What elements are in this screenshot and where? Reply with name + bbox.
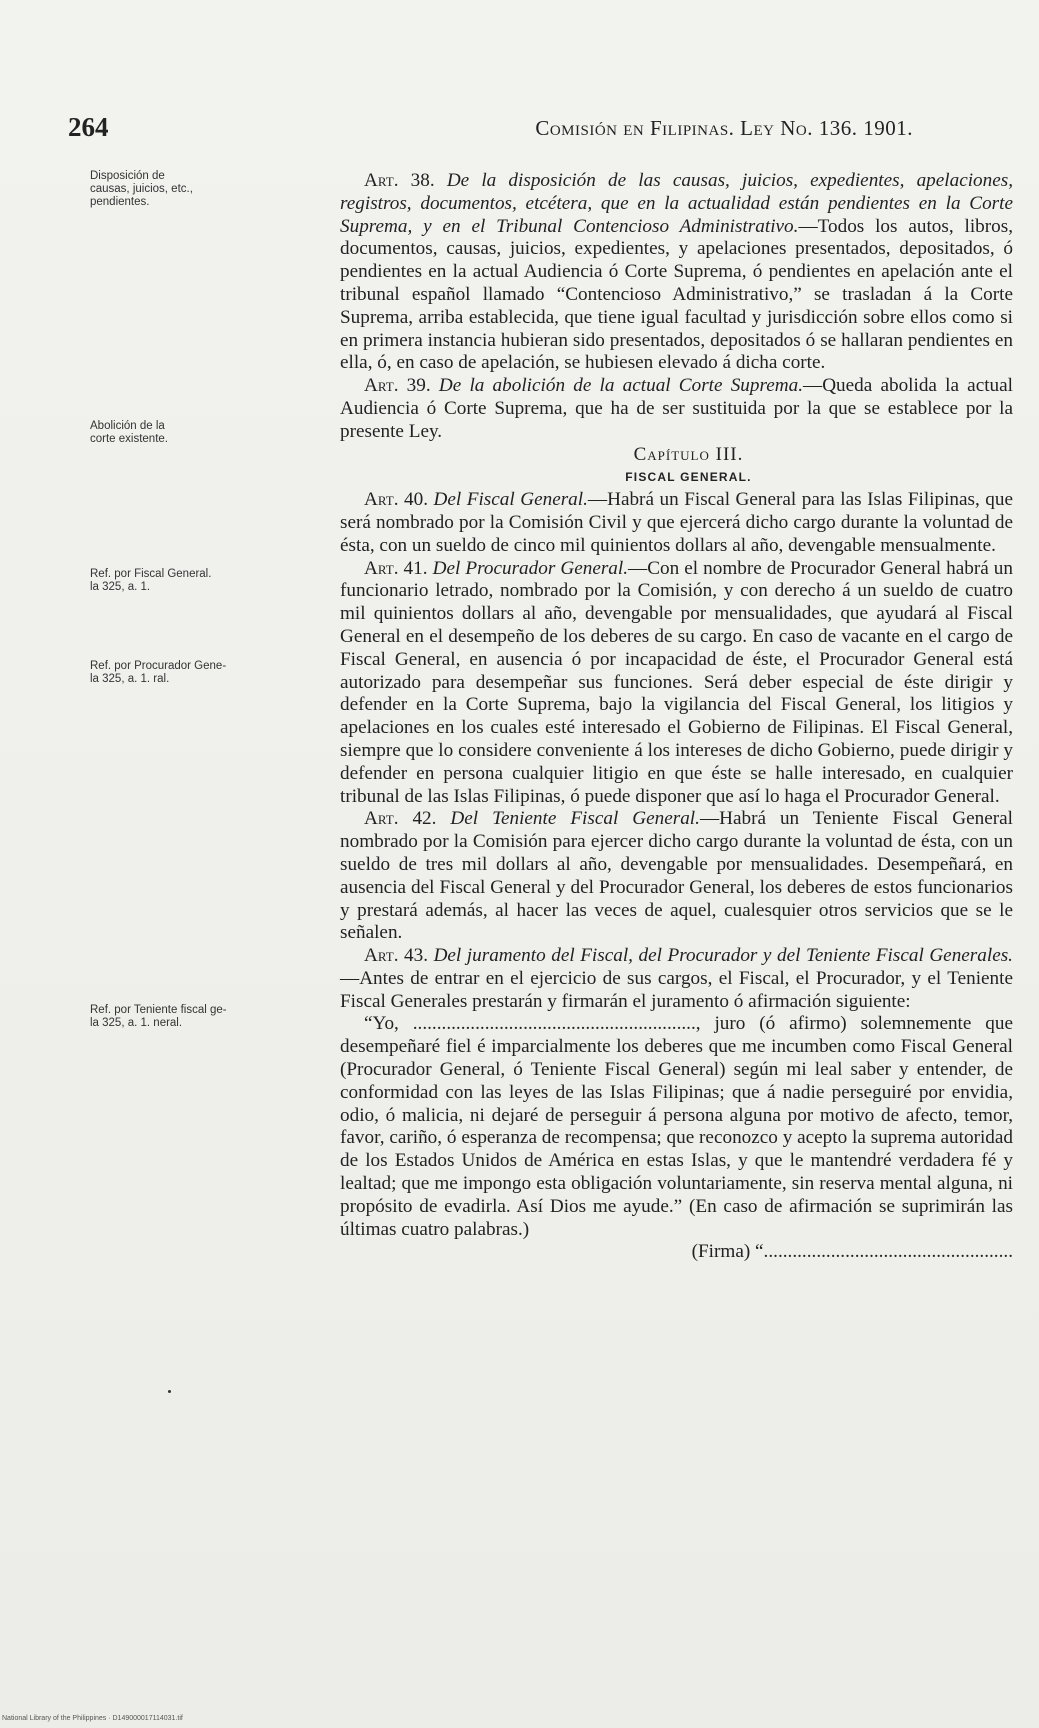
margin-note-procurador-general: Ref. por Procurador Gene- la 325, a. 1. ral. [90,660,227,685]
article-39 [340,375,1013,443]
article-41 [340,558,1013,809]
chapter-subtitle: FISCAL GENERAL. [625,470,752,485]
article-title: Del Teniente Fiscal General. [450,808,700,830]
article-number: Art. 41. [364,557,428,579]
oath-text: “Yo, ..........................................................., juro (ó afirmo) solemnemente que desempeñaré fiel é imparcialmente los deberes que me incumben como Fiscal General (Procurador General, ó Teniente Fiscal General) según mi leal saber y entender, de conformidad con las leyes de las Islas Filipinas; que á nadie perseguiré por envidia, odio, ó malicia, ni dejaré de perseguir á persona alguna por motivo de afecto, temor, favor, cariño, ó esperanza de recompensa; que reconozco y acepto la suprema autoridad de los Estados Unidos de América en estas Islas, y que le mantendré verdadera fé y lealtad; que me impongo esta obligación voluntariamente, sin reserva mental alguna, ni propósito de evadirla. Así Dios me ayude.” (En caso de afirmación se suprimirán las últimas cuatro palabras.) [340,1013,1013,1240]
margin-note-abolicion: Abolición de la corte existente. [90,420,168,445]
article-40 [340,489,1013,557]
article-title: De la disposición de las causas, juicios, expedientes, apelaciones, registros, documentos, etcétera, que en la actualidad están pendientes en la Corte Suprema, y en el Tribunal Contencioso Administrativo. [340,170,1014,237]
article-42 [340,808,1013,945]
article-body: —Con el nombre de Procurador General habrá un funcionario letrado, nombrado por la Comisión, y con derecho á un sueldo de cuatro mil quinientos dollars al año, devengable por mensualidades, que ayudará al Fiscal General en el desempeño de los deberes de su cargo. En caso de vacante en el cargo de Fiscal General, en ausencia ó por incapacidad de éste, el Procurador General está autorizado para desempeñar sus funciones. Será deber especial de éste dirigir y defender en la Corte Suprema, bajo la vigilancia del Fiscal General, los litigios y apelaciones en los cuales esté interesado el Gobierno de Filipinas. El Fiscal General, siempre que lo considere conveniente á los intereses de dicho Gobierno, puede dirigir y defender en persona cualquier litigio en que éste se halle interesado, en cualquier tribunal de las Islas Filipinas, ó puede disponer que así lo haga el Procurador General. [340,557,1013,807]
margin-note-fiscal-general: Ref. por Fiscal General. la 325, a. 1. [90,568,212,593]
article-38 [340,170,1013,375]
article-number: Art. 43. [364,945,429,967]
article-title: Del juramento del Fiscal, del Procurador y del Teniente Fiscal Generales. [433,945,1013,967]
article-body: —Queda abolida la actual Audiencia ó Corte Suprema, que ha de ser sustituida por la que se establece por la presente Ley. [340,375,1013,442]
chapter-heading: Capítulo III. [633,443,744,465]
article-number: Art. 39. [364,375,431,397]
article-body: —Todos los autos, libros, documentos, causas, juicios, expedientes, y apelaciones presentados, depositados, ó pendientes en la actual Audiencia ó Corte Suprema, ó pendientes en apelación ante el tribunal español llamado “Contencioso Administrativo,” se trasladan á la Corte Suprema, arriba establecida, que tiene igual facultad y jurisdicción sobre ellos como si en primera instancia hubieran sido presentados, depositados ó se hallaran pendientes en ella, ó, en caso de apelación, se hubiesen elevado á dicha corte. [340,215,1013,374]
article-body: —Habrá un Teniente Fiscal General nombrado por la Comisión para ejercer dicho cargo durante la voluntad de ésta, con un sueldo de tres mil dollars al año, devengable por mensualidades. Desempeñará, en ausencia del Fiscal General y del Procurador General, los deberes de estos funcionarios y prestará además, al hacer las veces de aquel, cualesquier otros servicios que se le señalen. [340,808,1014,944]
running-head: Comisión en Filipinas. Ley No. 136. 1901. [535,116,913,140]
margin-note-disposicion: Disposición de causas, juicios, etc., pendientes. [90,170,193,208]
page-header [68,112,913,152]
article-body: —Habrá un Fiscal General para las Islas Filipinas, que será nombrado por la Comisión Civil y que ejercerá dicho cargo durante la voluntad de ésta, con un sueldo de cinco mil quinientos dollars al año, devengable mensualmente. [340,489,1014,556]
scan-credit: National Library of the Philippines · D149000017114031.tif [2,1715,183,1722]
signature-line: (Firma) “.................................................... [691,1241,1013,1263]
main-text [340,170,1013,1264]
margin-note-teniente-fiscal: Ref. por Teniente fiscal ge- la 325, a. 1. neral. [90,1004,227,1029]
article-number: Art. 42. [364,808,437,830]
article-title: Del Fiscal General. [433,489,588,511]
article-title: Del Procurador General. [432,557,629,579]
article-number: Art. 40. [364,489,428,511]
ink-speck [168,1390,171,1393]
article-43 [340,945,1013,1013]
page-number: 264 [68,112,109,142]
article-number: Art. 38. [364,170,435,191]
article-title: De la abolición de la actual Corte Suprema. [438,375,804,397]
article-body: —Antes de entrar en el ejercicio de sus cargos, el Fiscal, el Procurador, y el Teniente Fiscal Generales prestarán y firmarán el juramento ó afirmación siguiente: [340,967,1013,1012]
